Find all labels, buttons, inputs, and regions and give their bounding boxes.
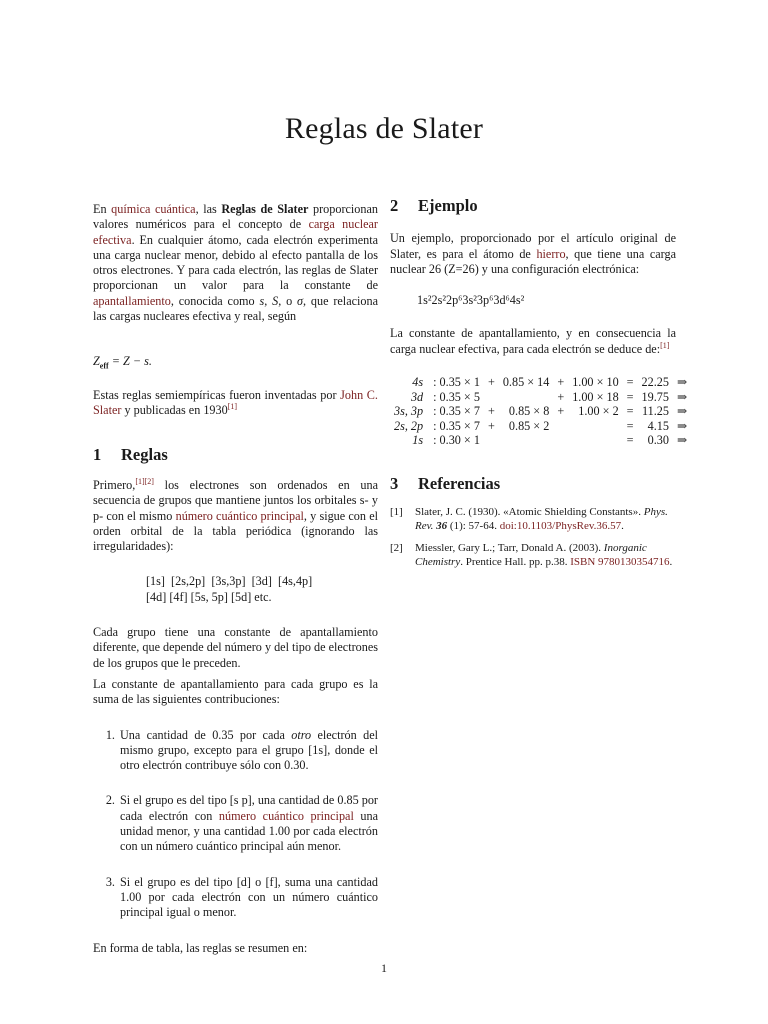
- link-numero-cuantico[interactable]: número cuántico principal: [175, 508, 304, 523]
- section-heading-ejemplo: 2 Ejemplo: [390, 196, 478, 215]
- table-cell-c: 1.00 × 18: [572, 389, 619, 404]
- table-cell-arrow: ⇒: [676, 418, 688, 433]
- shell-line-2: [4d] [4f] [5s, 5p] [5d] etc.: [146, 589, 272, 604]
- link-hierro[interactable]: hierro: [536, 246, 566, 261]
- table-cell-orb: 4s: [412, 375, 424, 390]
- ref-link-1-2[interactable]: [1][2]: [135, 477, 154, 486]
- table-cell-eq: =: [626, 418, 634, 433]
- table-cell-a: : 0.30 × 1: [433, 433, 480, 448]
- table-row: [390, 375, 691, 390]
- table-cell-op1: +: [487, 418, 495, 433]
- table-cell-v: 19.75: [641, 389, 669, 404]
- reference-item: [1] Slater, J. C. (1930). «Atomic Shielding Constants». Phys. Rev. 36 (1): 57-64. doi:10.1103/PhysRev.36.57.: [390, 505, 668, 532]
- ejemplo-paragraph-1: Un ejemplo, proporcionado por el artículo original de Slater, es para el átomo de hierro, que tiene una carga nuclear 26 (Z=26) y una configuración electrónica:: [390, 231, 677, 276]
- ref-link-1b[interactable]: [1]: [660, 340, 670, 350]
- table-cell-b: [499, 390, 553, 405]
- table-row: [390, 419, 691, 434]
- reglas-paragraph-1: Primero,[1][2] los electrones son ordenados en una secuencia de grupos que mantiene juntos los orbitales s- y p- con el mismo número cuántico principal, y sigue con el orden orbital de la tabla periódica (ignorando las irregularidades):: [93, 477, 379, 554]
- table-cell-a: : 0.35 × 1: [433, 375, 480, 390]
- table-cell-c: 1.00 × 2: [578, 404, 619, 419]
- table-cell-arrow: ⇒: [676, 389, 688, 404]
- table-cell-a: : 0.35 × 7: [433, 418, 480, 433]
- table-cell-op1: [484, 433, 499, 448]
- link-quimica-cuantica[interactable]: química cuántica: [111, 202, 196, 216]
- references-list: [390, 505, 676, 569]
- table-cell-v: 0.30: [647, 433, 669, 448]
- table-cell-a: : 0.35 × 5: [433, 389, 480, 404]
- isbn-link[interactable]: ISBN 9780130354716: [570, 555, 670, 568]
- table-cell-b: [499, 433, 553, 448]
- table-cell-b: 0.85 × 8: [508, 404, 550, 419]
- zeff-formula: $Z_{eff} = Z - s$.: [93, 354, 152, 371]
- link-carga-nuclear-efectiva[interactable]: carga nuclear efectiva: [93, 217, 378, 247]
- electron-configuration: 1s²2s²2p⁶3s²3p⁶3d⁶4s²: [417, 293, 525, 308]
- table-cell-orb: 3s, 3p: [394, 404, 424, 419]
- table-cell-arrow: ⇒: [676, 375, 688, 390]
- table-row: [390, 433, 691, 448]
- reference-item: [2] Miessler, Gary L.; Tarr, Donald A. (2003). Inorganic Chemistry. Prentice Hall. pp. p.38. ISBN 9780130354716.: [390, 541, 673, 568]
- table-cell-orb: 1s: [412, 433, 424, 448]
- section-heading-reglas: 1 Reglas: [93, 444, 168, 464]
- list-item: 1. Una cantidad de 0.35 por cada otro electrón del mismo grupo, excepto para el grupo [1s], donde el otro electrón contribuye sólo con 0.30.: [118, 728, 378, 774]
- table-cell-orb: 2s, 2p: [394, 418, 424, 433]
- table-cell-arrow: ⇒: [676, 433, 688, 448]
- link-john-slater[interactable]: John C. Slater: [93, 388, 378, 418]
- ejemplo-paragraph-2: La constante de apantallamiento, y en consecuencia la carga nuclear efectiva, para cada electrón se deduce de:[1]: [390, 326, 676, 356]
- reglas-paragraph-3: La constante de apantallamiento para cada grupo es la suma de las siguientes contribuciones:: [93, 676, 378, 707]
- table-cell-op1: +: [487, 375, 495, 390]
- table-cell-v: 22.25: [641, 375, 669, 390]
- reglas-paragraph-2: Cada grupo tiene una constante de apantallamiento diferente, que depende del número y del tipo de electrones de los grupos que le preceden.: [93, 625, 378, 670]
- table-cell-eq: =: [626, 433, 634, 448]
- table-cell-op2: +: [557, 375, 565, 390]
- table-cell-op1: +: [487, 404, 495, 419]
- table-cell-eq: =: [626, 375, 634, 390]
- doi-link[interactable]: doi:10.1103/PhysRev.36.57: [499, 519, 622, 532]
- page-title: Reglas de Slater: [284, 112, 484, 145]
- list-item: 3. Si el grupo es del tipo [d] o [f], suma una cantidad 1.00 por cada electrón con un número cuántico principal igual o menor.: [118, 875, 378, 921]
- intro-paragraph: En química cuántica, las Reglas de Slater proporcionan valores numéricos para el concepto de carga nuclear efectiva. En cualquier átomo, cada electrón experimenta una carga nuclear menor, debido al efecto pantalla de los otros electrones. Y para cada electrón, las reglas de Slater proporcionan un valor para la constante de apantallamiento, conocida como s, S, o σ, que relaciona las cargas nucleares efectiva y real, según: [93, 202, 378, 324]
- reglas-paragraph-4: En forma de tabla, las reglas se resumen en:: [93, 940, 308, 955]
- contributions-list: [93, 728, 378, 921]
- left-column: [93, 202, 378, 956]
- table-cell-op2: +: [557, 404, 565, 419]
- table-cell-orb: 3d: [410, 389, 424, 404]
- table-cell-v: 4.15: [647, 418, 669, 433]
- table-cell-c: 1.00 × 10: [572, 375, 619, 390]
- table-cell-c: [568, 419, 622, 434]
- table-row: [390, 404, 691, 419]
- right-column: [390, 196, 688, 569]
- shell-groups: [146, 574, 378, 605]
- table-cell-b: 0.85 × 14: [502, 375, 550, 390]
- shell-line-1: [1s] [2s,2p] [3s,3p] [3d] [4s,4p]: [146, 574, 313, 589]
- table-cell-v: 11.25: [641, 404, 669, 419]
- table-cell-eq: =: [626, 389, 634, 404]
- page-number: 1: [381, 961, 387, 975]
- table-cell-a: : 0.35 × 7: [433, 404, 480, 419]
- table-row: [390, 390, 691, 405]
- table-cell-b: 0.85 × 2: [508, 418, 550, 433]
- table-cell-c: [568, 433, 622, 448]
- screening-table: [390, 375, 691, 448]
- table-cell-arrow: ⇒: [676, 404, 688, 419]
- table-cell-op2: [553, 419, 568, 434]
- link-apantallamiento[interactable]: apantallamiento: [93, 293, 171, 308]
- section-heading-referencias: 3 Referencias: [390, 473, 501, 493]
- table-cell-op2: [553, 433, 568, 448]
- table-cell-op2: +: [557, 389, 565, 404]
- table-cell-eq: =: [626, 404, 634, 419]
- list-item: 2. Si el grupo es del tipo [s p], una cantidad de 0.85 por cada electrón con número cuántico principal una unidad menor, y una cantidad 1.00 por cada electrón con un número cuántico principal aún menor.: [118, 793, 378, 854]
- table-cell-op1: [484, 390, 499, 405]
- link-numero-cuantico-2[interactable]: número cuántico principal: [218, 808, 354, 823]
- ref-link-1[interactable]: [1]: [227, 402, 238, 412]
- history-paragraph: Estas reglas semiempíricas fueron inventadas por John C. Slater y publicadas en 1930[1]: [93, 388, 378, 418]
